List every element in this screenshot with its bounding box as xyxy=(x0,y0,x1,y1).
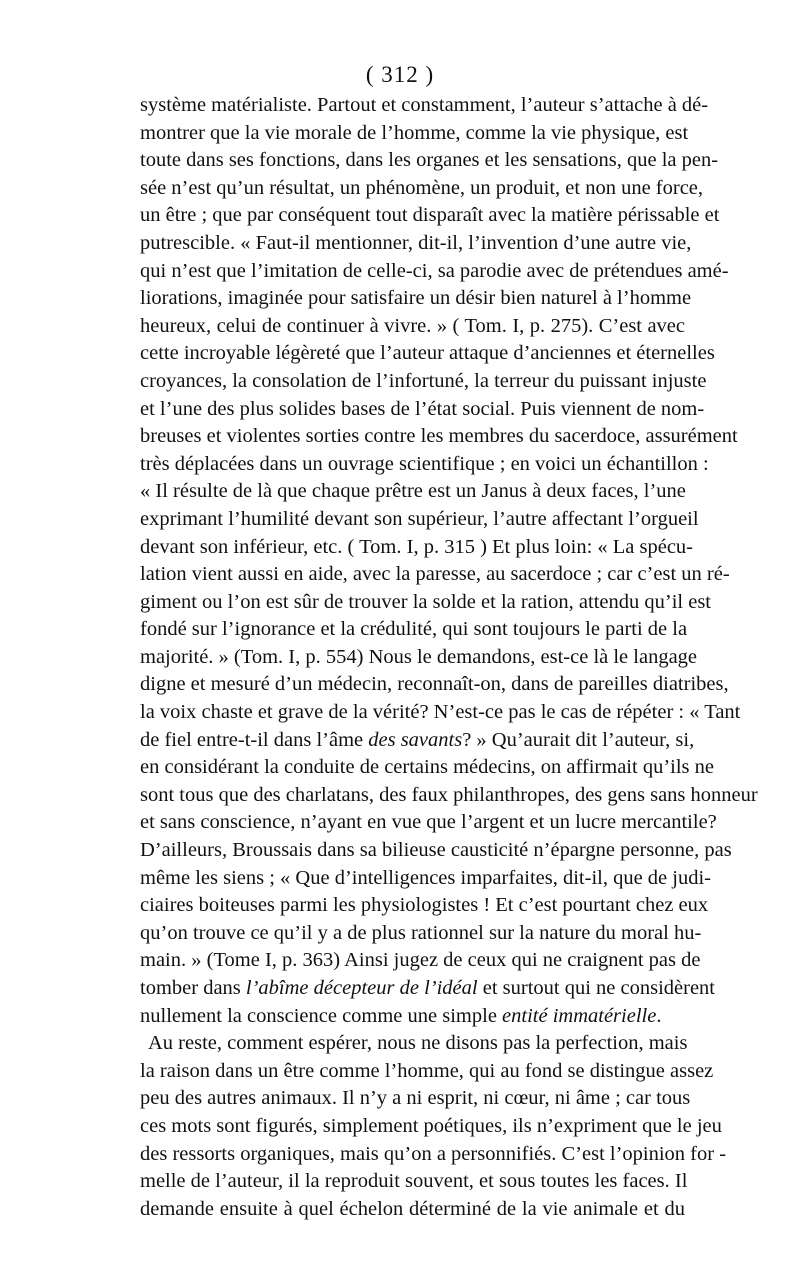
text-line xyxy=(140,230,692,258)
text-line xyxy=(140,1085,691,1113)
text-span: breuses et violentes sorties contre les membres du sacerdoce, assurément xyxy=(140,425,738,448)
text-line xyxy=(140,754,714,782)
text-span: la raison dans un être comme l’homme, qui au fond se distingue assez xyxy=(140,1059,714,1082)
text-span: putrescible. « Faut-il mentionner, dit-il, l’invention d’une autre vie, xyxy=(140,231,692,254)
text-line xyxy=(140,120,689,148)
text-span: montrer que la vie morale de l’homme, comme la vie physique, est xyxy=(140,121,689,144)
text-line xyxy=(140,534,694,562)
text-line xyxy=(140,1003,685,1031)
text-line xyxy=(140,809,717,837)
text-span: qu’on trouve ce qu’il y a de plus rationnel sur la nature du moral hu- xyxy=(140,921,702,944)
text-line xyxy=(140,423,738,451)
text-line xyxy=(140,175,704,203)
text-line xyxy=(140,727,695,755)
text-line xyxy=(140,644,698,672)
text-line xyxy=(140,865,711,893)
page-number: ( 312 ) xyxy=(365,62,435,87)
text-line xyxy=(140,285,692,313)
text-span: qui n’est que l’imitation de celle-ci, sa parodie avec de prétendues amé- xyxy=(140,259,729,282)
text-span: système matérialiste. Partout et constamment, l’auteur s’attache à dé- xyxy=(140,94,709,116)
text-span: Au reste, comment espérer, nous ne disons pas la perfection, mais xyxy=(148,1032,688,1055)
text-span: main. » (Tome I, p. 363) Ainsi jugez de ceux qui ne craignent pas de xyxy=(140,949,701,972)
text-span: et surtout qui ne considèrent xyxy=(477,977,715,999)
text-line xyxy=(140,561,730,589)
text-line xyxy=(140,920,702,948)
text-span: un être ; que par conséquent tout disparaît avec la matière périssable et xyxy=(140,204,720,227)
text-line xyxy=(140,506,699,534)
text-span: nullement la conscience comme une simple xyxy=(140,1004,503,1027)
text-span: ciaires boiteuses parmi les physiologistes ! Et c’est pourtant chez eux xyxy=(140,894,709,917)
text-span: exprimant l’humilité devant son supérieur, l’autre affectant l’orgueil xyxy=(140,507,699,530)
italic-text: l’abîme décepteur de l’idéal xyxy=(245,977,478,999)
text-span: de fiel entre-t-il dans l’âme xyxy=(140,728,369,751)
text-line xyxy=(140,1141,727,1169)
text-span: D’ailleurs, Broussais dans sa bilieuse causticité n’épargne personne, pas xyxy=(140,839,732,862)
italic-text: entité immatérielle xyxy=(502,1004,657,1027)
text-span: . xyxy=(656,1004,662,1027)
text-span: lation vient aussi en aide, avec la paresse, au sacerdoce ; car c’est un ré- xyxy=(140,563,730,586)
text-span: peu des autres animaux. Il n’y a ni esprit, ni cœur, ni âme ; car tous xyxy=(140,1087,691,1110)
text-span: « Il résulte de là que chaque prêtre est un Janus à deux faces, l’une xyxy=(140,480,686,503)
text-line xyxy=(140,202,720,230)
text-line xyxy=(140,671,729,699)
text-span: et l’une des plus solides bases de l’état social. Puis viennent de nom- xyxy=(140,397,705,420)
text-line xyxy=(140,1058,714,1086)
text-span: en considérant la conduite de certains médecins, on affirmait qu’ils ne xyxy=(140,756,714,779)
text-line xyxy=(140,396,705,424)
text-line xyxy=(140,975,715,1003)
text-line xyxy=(140,1168,688,1196)
text-line xyxy=(140,892,709,920)
text-line xyxy=(140,451,709,479)
text-line xyxy=(140,258,729,286)
text-span: cette incroyable légèreté que l’auteur attaque d’anciennes et éternelles xyxy=(140,342,715,365)
body-text xyxy=(140,92,758,1223)
text-span: majorité. » (Tom. I, p. 554) Nous le demandons, est-ce là le langage xyxy=(140,645,698,668)
text-span: fondé sur l’ignorance et la crédulité, qui sont toujours le parti de la xyxy=(140,618,688,641)
text-line xyxy=(140,1030,688,1058)
text-line xyxy=(140,837,732,865)
text-span: des ressorts organiques, mais qu’on a personnifiés. C’est l’opinion for - xyxy=(140,1142,727,1165)
text-line xyxy=(140,782,758,810)
text-span: digne et mesuré d’un médecin, reconnaît-on, dans de pareilles diatribes, xyxy=(140,673,729,696)
italic-text: des savants xyxy=(368,728,463,751)
text-span: très déplacées dans un ouvrage scientifique ; en voici un échantillon : xyxy=(140,452,709,475)
text-span: toute dans ses fonctions, dans les organes et les sensations, que la pen- xyxy=(140,149,719,172)
text-span: demande ensuite à quel échelon déterminé de la vie animale et du xyxy=(140,1197,685,1220)
text-line xyxy=(140,1113,722,1141)
text-line xyxy=(140,589,712,617)
text-line xyxy=(140,1196,685,1224)
text-line xyxy=(140,699,741,727)
text-span: tomber dans xyxy=(140,977,246,999)
text-line xyxy=(140,368,707,396)
text-span: la voix chaste et grave de la vérité? N’est-ce pas le cas de répéter : « Tant xyxy=(140,701,741,724)
text-span: melle de l’auteur, il la reproduit souvent, et sous toutes les faces. Il xyxy=(140,1170,688,1193)
text-line xyxy=(140,313,685,341)
text-line xyxy=(140,478,685,506)
text-line xyxy=(140,92,709,120)
text-span: ? » Qu’aurait dit l’auteur, si, xyxy=(462,728,695,751)
text-span: devant son inférieur, etc. ( Tom. I, p. 315 ) Et plus loin: « La spécu- xyxy=(140,535,694,558)
text-span: liorations, imaginée pour satisfaire un désir bien naturel à l’homme xyxy=(140,287,692,310)
text-line xyxy=(140,947,701,975)
text-line xyxy=(140,616,688,644)
text-span: sée n’est qu’un résultat, un phénomène, un produit, et non une force, xyxy=(140,176,704,199)
text-span: heureux, celui de continuer à vivre. » ( Tom. I, p. 275). C’est avec xyxy=(140,314,685,337)
text-span: ces mots sont figurés, simplement poétiques, ils n’expriment que le jeu xyxy=(140,1114,722,1137)
text-span: croyances, la consolation de l’infortuné, la terreur du puissant injuste xyxy=(140,369,707,392)
text-span: giment ou l’on est sûr de trouver la solde et la ration, attendu qu’il est xyxy=(140,590,712,613)
text-span: même les siens ; « Que d’intelligences imparfaites, dit-il, que de judi- xyxy=(140,866,711,889)
text-span: et sans conscience, n’ayant en vue que l’argent et un lucre mercantile? xyxy=(140,811,717,834)
text-line xyxy=(140,147,719,175)
text-line xyxy=(140,340,715,368)
text-span: sont tous que des charlatans, des faux philanthropes, des gens sans honneur xyxy=(140,783,758,806)
